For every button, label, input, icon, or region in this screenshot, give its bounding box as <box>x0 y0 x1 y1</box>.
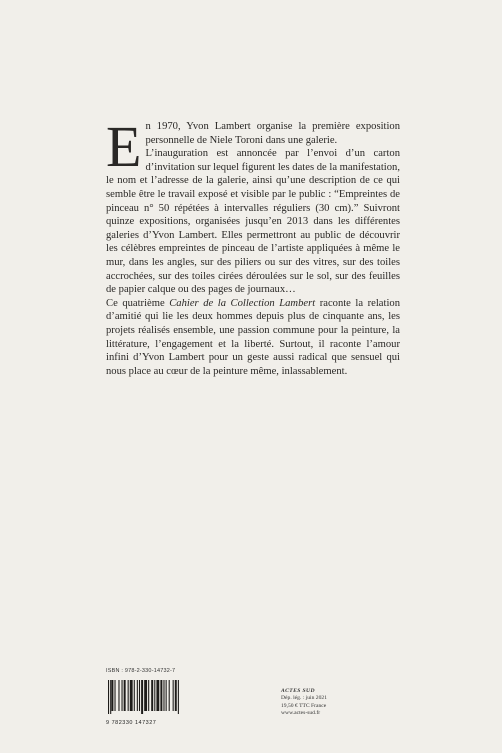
paragraph-intro-text: n 1970, Yvon Lambert organise la première exposition personnelle de Niele Toroni dans une galerie. <box>145 121 400 146</box>
price: 19,50 € TTC France <box>281 702 327 709</box>
website: www.actes-sud.fr <box>281 710 321 717</box>
barcode-bar <box>178 680 179 714</box>
barcode-bar <box>144 680 147 711</box>
barcode-bar <box>141 680 143 714</box>
barcode <box>106 680 206 726</box>
barcode-bar <box>108 680 109 714</box>
paragraph-book-start: Ce quatrième <box>106 297 170 309</box>
back-cover-text <box>106 114 400 378</box>
barcode-bar <box>154 680 155 711</box>
barcode-bar <box>156 680 159 711</box>
barcode-bar <box>148 680 149 711</box>
paragraph-invitation: L’inauguration est annoncée par l’envoi d’un carton d’invitation sur lequel figurent les dates de la manifestation, le nom et l’adresse de la galerie, ainsi qu’une description de ce qui semble être le travail exposé et visible par le public : “Empreintes de pinceau n° 50 répétées à intervalles réguliers (30 cm).” Suivront quinze expositions, organisées jusqu’en 2013 dans les différentes galeries d’Yvon Lambert. Elles permettront au public de découvrir les célèbres empreintes de pinceau de l’artiste appliquées à même le mur, dans les angles, sur des piliers ou sur des vitres, sur des toiles accrochées, sur des toiles cirées déroulées sur le sol, sur des feuilles de papier calque ou des pages de journaux… <box>106 148 400 296</box>
barcode-bar <box>173 680 174 711</box>
barcode-bar <box>111 680 113 711</box>
barcode-bar <box>163 680 164 711</box>
barcode-bar <box>166 680 167 711</box>
barcode-bar <box>160 680 162 711</box>
barcode-bar <box>169 680 170 711</box>
paragraph-book <box>106 297 400 379</box>
barcode-digits: 9 782330 147327 <box>106 720 157 726</box>
isbn: ISBN : 978-2-330-14732-7 <box>106 668 176 674</box>
paragraph-book-end: raconte la relation d’amitié qui lie les deux hommes depuis plus de cinquante ans, les projets réalisés ensemble, une passion commune pour la peinture, la littérature, l’engagement et la liberté. Surtout, il raconte l’amour infini d’Yvon Lambert pour un geste aussi radical que sensuel qui nous place au cœur de la peinture même, inlassablement. <box>106 297 400 377</box>
barcode-bar <box>110 680 111 714</box>
barcode-bar <box>151 680 153 711</box>
legal-deposit: Dép. lég. : juin 2021 <box>281 695 327 702</box>
barcode-bars <box>106 680 200 714</box>
barcode-bar <box>128 680 129 711</box>
barcode-bar <box>134 680 135 711</box>
publisher-name: ACTES SUD <box>281 688 315 694</box>
paragraph-intro <box>106 114 400 179</box>
barcode-bar <box>118 680 119 711</box>
barcode-bar <box>124 680 126 711</box>
barcode-bar <box>137 680 138 711</box>
barcode-bar <box>175 680 177 711</box>
barcode-bar <box>130 680 133 711</box>
publisher-block <box>281 688 327 718</box>
barcode-bar <box>114 680 115 711</box>
book-title: Cahier de la Collection Lambert <box>169 297 316 309</box>
barcode-bar <box>139 680 140 711</box>
barcode-bar <box>122 680 123 711</box>
drop-cap: E <box>106 114 142 179</box>
